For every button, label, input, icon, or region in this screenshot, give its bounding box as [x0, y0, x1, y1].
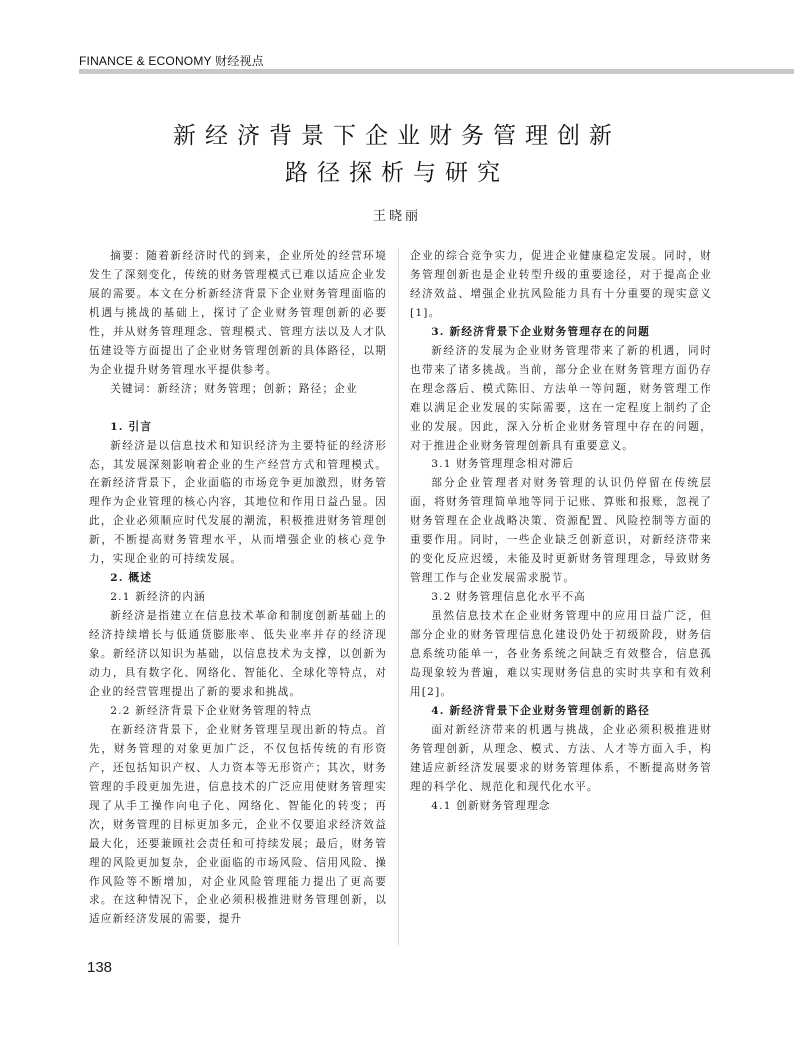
- section-4-body: 面对新经济带来的机遇与挑战，企业必须积极推进财务管理创新，从理念、模式、方法、人才等方面入手，构建适应新经济发展要求的财务管理体系，不断提高财务管理的科学化、规范化和现代化水平。: [410, 723, 712, 793]
- section-3-1-heading: 3.1 财务管理理念相对滞后: [431, 458, 575, 471]
- section-4-heading: 4. 新经济背景下企业财务管理创新的路径: [431, 704, 651, 717]
- continued-paragraph: 企业的综合竞争实力，促进企业健康稳定发展。同时，财务管理创新也是企业转型升级的重要途径，对于提高企业经济效益、增强企业抗风险能力具有十分重要的现实意义[1]。: [410, 250, 712, 319]
- journal-header: FINANCE & ECONOMY 财经视点: [79, 54, 264, 68]
- section-3-2-body: 虽然信息技术在企业财务管理中的应用日益广泛，但部分企业的财务管理信息化建设仍处于初级阶段，财务信息系统功能单一，各业务系统之间缺乏有效整合，信息孤岛现象较为普遍，难以实现财务信息的实时共享和有效利用[2]。: [410, 610, 712, 698]
- section-3-2-heading: 3.2 财务管理信息化水平不高: [431, 591, 586, 604]
- page-number: 138: [87, 959, 113, 976]
- article-title-line2: 路径探析与研究: [285, 160, 509, 186]
- author-name: 王晓丽: [372, 209, 421, 224]
- section-2-1-body: 新经济是指建立在信息技术革命和制度创新基础上的经济持续增长与低通货膨胀率、低失业率并存的经济现象。新经济以知识为基础，以信息技术为支撑，以创新为动力，具有数字化、网络化、智能化、全球化等特点，对企业的经营管理提出了新的要求和挑战。: [89, 610, 387, 698]
- section-3-body: 新经济的发展为企业财务管理带来了新的机遇，同时也带来了诸多挑战。当前，部分企业在财务管理方面仍存在理念落后、模式陈旧、方法单一等问题，财务管理工作难以满足企业发展的实际需要，这在一定程度上制约了企业的发展。因此，深入分析企业财务管理中存在的问题，对于推进企业财务管理创新具有重要意义。: [410, 344, 712, 452]
- section-2-2-body: 在新经济背景下，企业财务管理呈现出新的特点。首先，财务管理的对象更加广泛，不仅包括传统的有形资产，还包括知识产权、人力资本等无形资产；其次，财务管理的手段更加先进，信息技术的广泛应用使财务管理实现了从手工操作向电子化、网络化、智能化的转变；再次，财务管理的目标更加多元，企业不仅要追求经济效益最大化，还要兼顾社会责任和可持续发展；最后，财务管理的风险更加复杂，企业面临的市场风险、信用风险、操作风险等不断增加，对企业风险管理能力提出了更高要求。在这种情况下，企业必须积极推进财务管理创新，以适应新经济发展的需要，提升: [89, 723, 387, 926]
- section-1-heading: 1. 引言: [110, 420, 153, 433]
- section-2-heading: 2. 概述: [110, 572, 153, 585]
- abstract: 摘要：随着新经济时代的到来，企业所处的经营环境发生了深刻变化，传统的财务管理模式已难以适应企业发展的需要。本文在分析新经济背景下企业财务管理面临的机遇与挑战的基础上，探讨了企业财务管理创新的必要性，并从财务管理理念、管理模式、管理方法以及人才队伍建设等方面提出了企业财务管理创新的具体路径，以期为企业提升财务管理水平提供参考。: [89, 250, 387, 376]
- section-2-2-heading: 2.2 新经济背景下企业财务管理的特点: [110, 704, 313, 717]
- section-4-1-heading: 4.1 创新财务管理理念: [431, 799, 551, 812]
- column-divider: [398, 248, 399, 945]
- section-3-heading: 3. 新经济背景下企业财务管理存在的问题: [431, 325, 651, 338]
- section-3-1-body: 部分企业管理者对财务管理的认识仍停留在传统层面，将财务管理简单地等同于记账、算账和报账，忽视了财务管理在企业战略决策、资源配置、风险控制等方面的重要作用。同时，一些企业缺乏创新意识，对新经济带来的变化反应迟缓，未能及时更新财务管理理念，导致财务管理工作与企业发展需求脱节。: [410, 477, 712, 585]
- article-title-line1: 新经济背景下企业财务管理创新: [173, 123, 621, 149]
- keywords: 关键词：新经济；财务管理；创新；路径；企业: [110, 382, 358, 395]
- section-1-body: 新经济是以信息技术和知识经济为主要特征的经济形态，其发展深刻影响着企业的生产经营方式和管理模式。在新经济背景下，企业面临的市场竞争更加激烈，财务管理作为企业管理的核心内容，其地位和作用日益凸显。因此，企业必须顺应时代发展的潮流，积极推进财务管理创新，不断提高财务管理水平，从而增强企业的核心竞争力，实现企业的可持续发展。: [89, 439, 387, 566]
- header-rule: [79, 69, 794, 74]
- section-2-1-heading: 2.1 新经济的内涵: [110, 591, 206, 604]
- left-column: [89, 247, 387, 929]
- right-column: [410, 247, 712, 816]
